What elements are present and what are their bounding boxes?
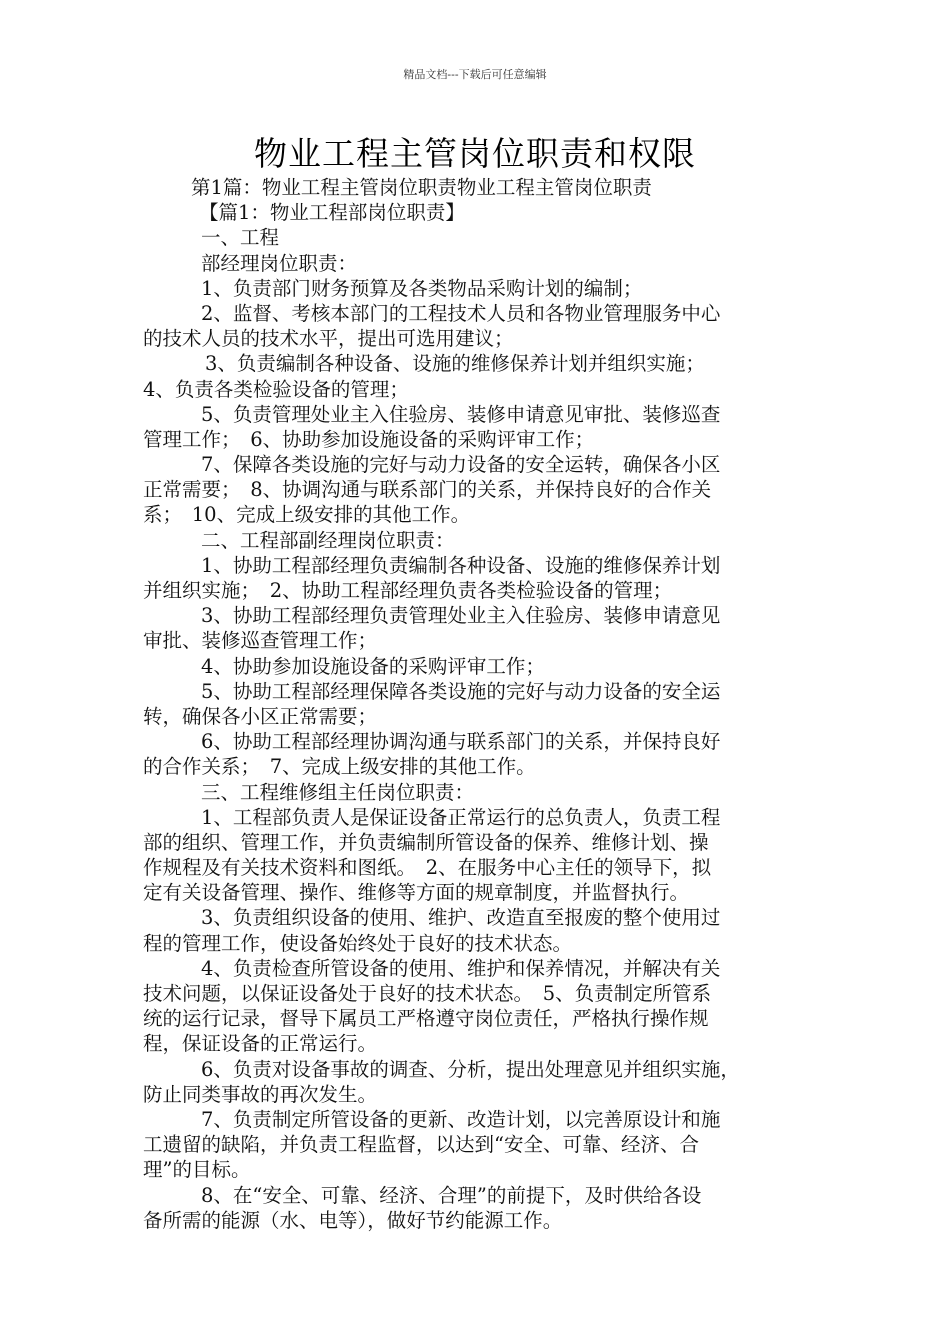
text-line: 部经理岗位职责：	[201, 251, 358, 275]
text-line: 6、协助工程部经理协调沟通与联系部门的关系，并保持良好	[201, 730, 721, 754]
text-line: 第1篇：物业工程主管岗位职责物业工程主管岗位职责	[191, 176, 652, 199]
text-line: 3、负责编制各种设备、设施的维修保养计划并组织实施；	[205, 352, 705, 376]
text-line: 8、在“安全、可靠、经济、合理”的前提下，及时供给各设	[201, 1183, 702, 1207]
text-line: 1、负责部门财务预算及各类物品采购计划的编制；	[201, 276, 643, 300]
text-line: 系； 10、完成上级安排的其他工作。	[143, 503, 471, 527]
text-line: 7、负责制定所管设备的更新、改造计划，以完善原设计和施	[201, 1107, 721, 1131]
text-line: 三、工程维修组主任岗位职责：	[201, 780, 475, 804]
text-line: 3、负责组织设备的使用、维护、改造直至报废的整个使用过	[201, 906, 721, 930]
text-line: 转，确保各小区正常需要；	[143, 704, 378, 728]
text-line: 1、协助工程部经理负责编制各种设备、设施的维修保养计划	[201, 553, 721, 577]
text-line: 3、协助工程部经理负责管理处业主入住验房、装修申请意见	[201, 604, 721, 628]
text-line: 审批、装修巡查管理工作；	[143, 629, 378, 653]
text-line: 6、负责对设备事故的调查、分析，提出处理意见并组织实施，	[201, 1057, 740, 1081]
text-line: 4、负责检查所管设备的使用、维护和保养情况，并解决有关	[201, 956, 721, 980]
text-line: 【篇1：物业工程部岗位职责】	[199, 201, 465, 225]
text-line: 4、负责各类检验设备的管理；	[143, 377, 409, 401]
text-line: 5、协助工程部经理保障各类设施的完好与动力设备的安全运	[201, 679, 721, 703]
text-line: 程的管理工作，使设备始终处于良好的技术状态。	[143, 931, 573, 955]
text-line: 统的运行记录，督导下属员工严格遵守岗位责任，严格执行操作规	[143, 1007, 709, 1031]
text-line: 工遗留的缺陷，并负责工程监督，以达到“安全、可靠、经济、合	[143, 1133, 699, 1157]
text-line: 1、工程部负责人是保证设备正常运行的总负责人，负责工程	[201, 805, 721, 829]
text-line: 4、协助参加设施设备的采购评审工作；	[201, 654, 545, 678]
text-line: 2、监督、考核本部门的工程技术人员和各物业管理服务中心	[201, 301, 721, 325]
text-line: 的技术人员的技术水平，提出可选用建议；	[143, 327, 514, 351]
text-line: 并组织实施； 2、协助工程部经理负责各类检验设备的管理；	[143, 579, 673, 602]
text-line: 程，保证设备的正常运行。	[143, 1032, 378, 1056]
text-line: 管理工作； 6、协助参加设施设备的采购评审工作；	[143, 427, 595, 451]
text-line: 技术问题，以保证设备处于良好的技术状态。 5、负责制定所管系	[143, 982, 712, 1005]
text-line: 二、工程部副经理岗位职责：	[201, 528, 455, 552]
text-line: 防止同类事故的再次发生。	[143, 1082, 378, 1106]
text-line: 备所需的能源（水、电等），做好节约能源工作。	[143, 1208, 563, 1232]
page-header-note: 精品文档---下载后可任意编辑	[403, 68, 547, 81]
document-title: 物业工程主管岗位职责和权限	[254, 134, 696, 173]
text-line: 正常需要； 8、协调沟通与联系部门的关系，并保持良好的合作关	[143, 478, 712, 502]
text-line: 定有关设备管理、操作、维修等方面的规章制度，并监督执行。	[143, 881, 690, 905]
document-body	[143, 175, 809, 1233]
text-line: 部的组织、管理工作，并负责编制所管设备的保养、维修计划、操	[143, 830, 709, 854]
text-line: 作规程及有关技术资料和图纸。 2、在服务中心主任的领导下，拟	[143, 856, 712, 880]
text-line: 的合作关系； 7、完成上级安排的其他工作。	[143, 755, 536, 779]
text-line: 一、工程	[201, 226, 280, 250]
text-line: 5、负责管理处业主入住验房、装修申请意见审批、装修巡查	[201, 402, 721, 426]
text-line: 7、保障各类设施的完好与动力设备的安全运转，确保各小区	[201, 453, 721, 477]
text-line: 理”的目标。	[143, 1158, 251, 1182]
